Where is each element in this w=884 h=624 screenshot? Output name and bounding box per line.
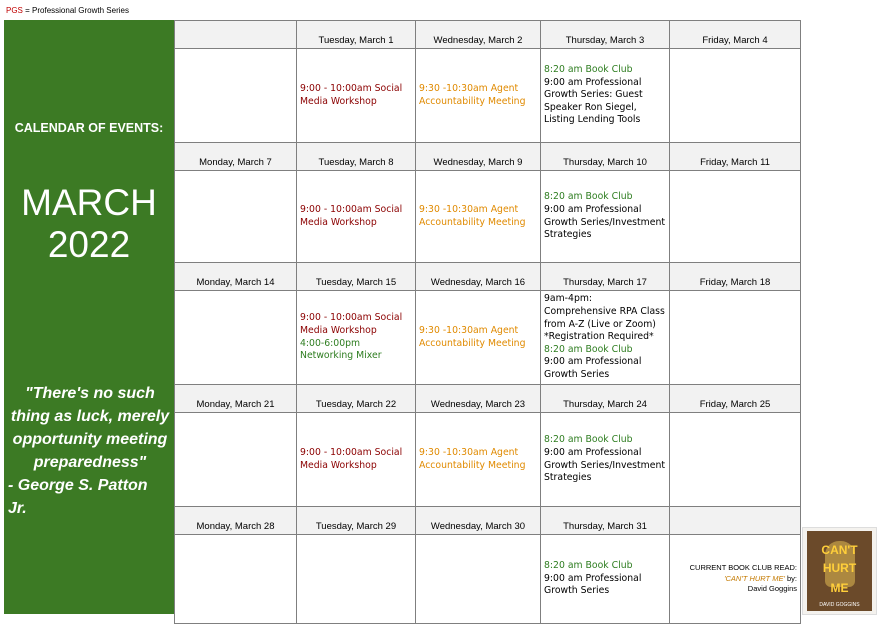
day-cell (416, 535, 541, 624)
event-item: 8:20 am Book Club (544, 434, 633, 446)
event-item: 9:30 -10:30am Agent Accountability Meeting (419, 82, 526, 107)
calendar-table (174, 20, 801, 624)
day-cell (297, 535, 416, 624)
day-header (670, 143, 801, 171)
day-label: Friday, March 18 (699, 277, 771, 288)
day-header (175, 263, 297, 291)
day-header (297, 143, 416, 171)
day-label: Friday, March 4 (702, 35, 768, 46)
event-item: 9:00 am Professional Growth Series (544, 572, 642, 597)
event-item: 8:20 am Book Club (544, 191, 633, 203)
day-label: Wednesday, March 2 (433, 35, 523, 46)
day-label: Thursday, March 24 (563, 399, 647, 410)
day-cell (541, 49, 670, 143)
cover-line-3: ME (830, 581, 849, 595)
cover-line-2: HURT (822, 561, 857, 575)
day-header (541, 263, 670, 291)
month-name: MARCH (21, 182, 157, 223)
day-header (175, 21, 297, 49)
book-cover-art (807, 531, 872, 611)
event-list (297, 204, 415, 229)
day-header (297, 263, 416, 291)
week-header-row (175, 143, 801, 171)
event-list (541, 434, 669, 484)
event-list (541, 560, 669, 598)
day-header (541, 21, 670, 49)
event-item: 8:20 am Book Club (544, 343, 633, 355)
day-cell (297, 49, 416, 143)
book-club-text (677, 563, 797, 595)
event-item: 9:00 am Professional Growth Series/Investment Strategies (544, 203, 665, 241)
book-label: CURRENT BOOK CLUB READ: (689, 563, 797, 572)
day-cell (297, 171, 416, 263)
event-list (416, 204, 540, 229)
event-list (416, 325, 540, 350)
day-header (297, 507, 416, 535)
event-item: 9:00 am Professional Growth Series (544, 356, 642, 380)
day-label: Monday, March 7 (199, 157, 272, 168)
day-header (416, 507, 541, 535)
day-cell (175, 535, 297, 624)
event-list (416, 447, 540, 472)
event-list (416, 83, 540, 108)
day-header (297, 21, 416, 49)
day-header (670, 507, 801, 535)
event-item: 9:30 -10:30am Agent Accountability Meeting (419, 446, 526, 471)
event-item: 9:00 - 10:00am Social Media Workshop (300, 312, 403, 336)
week-header-row (175, 21, 801, 49)
day-label: Wednesday, March 30 (430, 521, 526, 532)
day-cell (175, 49, 297, 143)
quote-text: "There's no such thing as luck, merely opportunity meeting preparedness" (10, 385, 170, 471)
day-cell (670, 49, 801, 143)
week-events-row (175, 171, 801, 263)
day-label: Tuesday, March 1 (318, 35, 394, 46)
sidebar (4, 20, 174, 614)
event-item: 8:20 am Book Club (544, 64, 633, 76)
day-header (541, 385, 670, 413)
week-events-row (175, 49, 801, 143)
event-item: 9:00 - 10:00am Social Media Workshop (300, 446, 403, 471)
day-header (416, 385, 541, 413)
event-item: 9:00 - 10:00am Social Media Workshop (300, 82, 403, 107)
day-header (416, 21, 541, 49)
book-title: 'CAN'T HURT ME' (724, 573, 785, 583)
day-cell (416, 291, 541, 385)
day-label: Wednesday, March 9 (433, 157, 523, 168)
week-header-row (175, 263, 801, 291)
day-label: Thursday, March 17 (563, 277, 647, 288)
month-year: 2022 (47, 224, 131, 265)
day-cell (541, 291, 670, 385)
day-label: Monday, March 14 (196, 277, 275, 288)
day-header (175, 507, 297, 535)
book-cover-image (802, 527, 877, 615)
event-item: 9:00 - 10:00am Social Media Workshop (300, 203, 403, 228)
day-label: Tuesday, March 22 (315, 399, 397, 410)
week-events-row (175, 291, 801, 385)
event-list (541, 293, 669, 381)
day-label: Wednesday, March 16 (430, 277, 526, 288)
cover-author: DAVID GOGGINS (819, 602, 860, 608)
week-header-row (175, 385, 801, 413)
day-header (175, 143, 297, 171)
day-header (416, 143, 541, 171)
event-list (541, 191, 669, 241)
event-item: 9am-4pm: Comprehensive RPA Class from A-Z (Live or Zoom) *Registration Required* (544, 293, 665, 343)
day-header (541, 143, 670, 171)
day-cell (670, 291, 801, 385)
event-item: 4:00-6:00pm Networking Mixer (300, 337, 382, 362)
day-header (175, 385, 297, 413)
day-header (541, 507, 670, 535)
day-cell (416, 49, 541, 143)
day-label: Thursday, March 31 (563, 521, 647, 532)
book-author: David Goggins (747, 584, 797, 593)
event-item: 8:20 am Book Club (544, 560, 633, 572)
week-events-row (175, 535, 801, 624)
book-by: by: (784, 573, 797, 583)
legend-abbr: PGS (6, 6, 23, 15)
day-cell (175, 171, 297, 263)
day-cell (670, 535, 801, 624)
month-title (4, 182, 174, 266)
day-cell (416, 413, 541, 507)
day-header (670, 21, 801, 49)
day-cell (297, 291, 416, 385)
event-list (297, 312, 415, 362)
week-header-row (175, 507, 801, 535)
day-cell (297, 413, 416, 507)
cover-line-1: CAN'T (821, 543, 858, 557)
day-label: Tuesday, March 29 (315, 521, 397, 532)
day-cell (670, 171, 801, 263)
sidebar-heading: CALENDAR OF EVENTS: (14, 121, 164, 135)
day-label: Friday, March 11 (700, 157, 770, 168)
event-list (297, 447, 415, 472)
book-club-note (670, 535, 800, 623)
week-events-row (175, 413, 801, 507)
day-cell (175, 413, 297, 507)
day-cell (541, 535, 670, 624)
day-cell (670, 413, 801, 507)
day-label: Friday, March 25 (699, 399, 771, 410)
day-header (297, 385, 416, 413)
day-cell (175, 291, 297, 385)
day-label: Wednesday, March 23 (430, 399, 526, 410)
day-label: Tuesday, March 15 (315, 277, 397, 288)
quote-author: - George S. Patton Jr. (8, 477, 148, 517)
day-label: Monday, March 28 (196, 521, 275, 532)
event-item: 9:00 am Professional Growth Series/Investment Strategies (544, 446, 665, 484)
day-header (670, 263, 801, 291)
day-cell (416, 171, 541, 263)
event-item: 9:00 am Professional Growth Series: Guest Speaker Ron Siegel, Listing Lending Tools (544, 76, 643, 126)
day-label: Monday, March 21 (196, 399, 275, 410)
legend (6, 6, 129, 15)
event-list (297, 83, 415, 108)
day-label: Thursday, March 3 (565, 35, 645, 46)
day-label: Thursday, March 10 (563, 157, 647, 168)
day-cell (541, 171, 670, 263)
event-list (541, 64, 669, 127)
day-header (416, 263, 541, 291)
event-item: 9:30 -10:30am Agent Accountability Meeting (419, 203, 526, 228)
event-item: 9:30 -10:30am Agent Accountability Meeting (419, 324, 526, 349)
day-header (670, 385, 801, 413)
legend-text: = Professional Growth Series (22, 6, 129, 15)
day-cell (541, 413, 670, 507)
day-label: Tuesday, March 8 (318, 157, 394, 168)
